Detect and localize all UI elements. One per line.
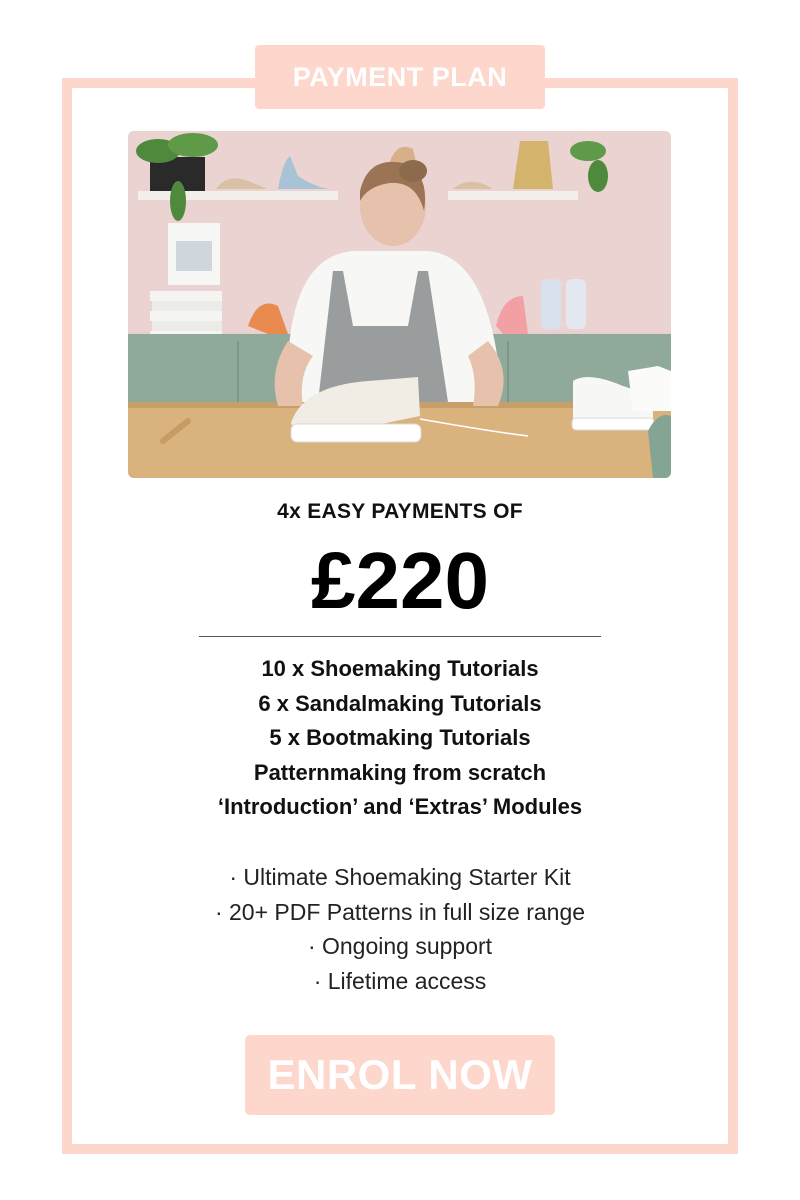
divider	[199, 636, 601, 637]
enrol-now-button[interactable]: ENROL NOW	[245, 1035, 555, 1115]
hero-photo	[128, 131, 671, 478]
payment-amount: £220	[311, 536, 489, 625]
payment-subheading: 4x EASY PAYMENTS OF	[277, 500, 523, 523]
extras-item: · 20+ PDF Patterns in full size range	[214, 898, 586, 925]
extras-item: · Ongoing support	[307, 933, 493, 959]
module-item: 6 x Sandalmaking Tutorials	[258, 690, 542, 716]
module-list	[0, 652, 800, 825]
payment-plan-badge: PAYMENT PLAN	[255, 45, 545, 109]
module-item: Patternmaking from scratch	[253, 759, 547, 785]
module-item: 5 x Bootmaking Tutorials	[269, 725, 531, 750]
module-item: ‘Introduction’ and ‘Extras’ Modules	[217, 794, 583, 819]
extras-item: · Lifetime access	[313, 967, 487, 994]
extras-list	[0, 860, 800, 998]
extras-item: · Ultimate Shoemaking Starter Kit	[229, 864, 571, 890]
module-item: 10 x Shoemaking Tutorials	[261, 656, 539, 681]
